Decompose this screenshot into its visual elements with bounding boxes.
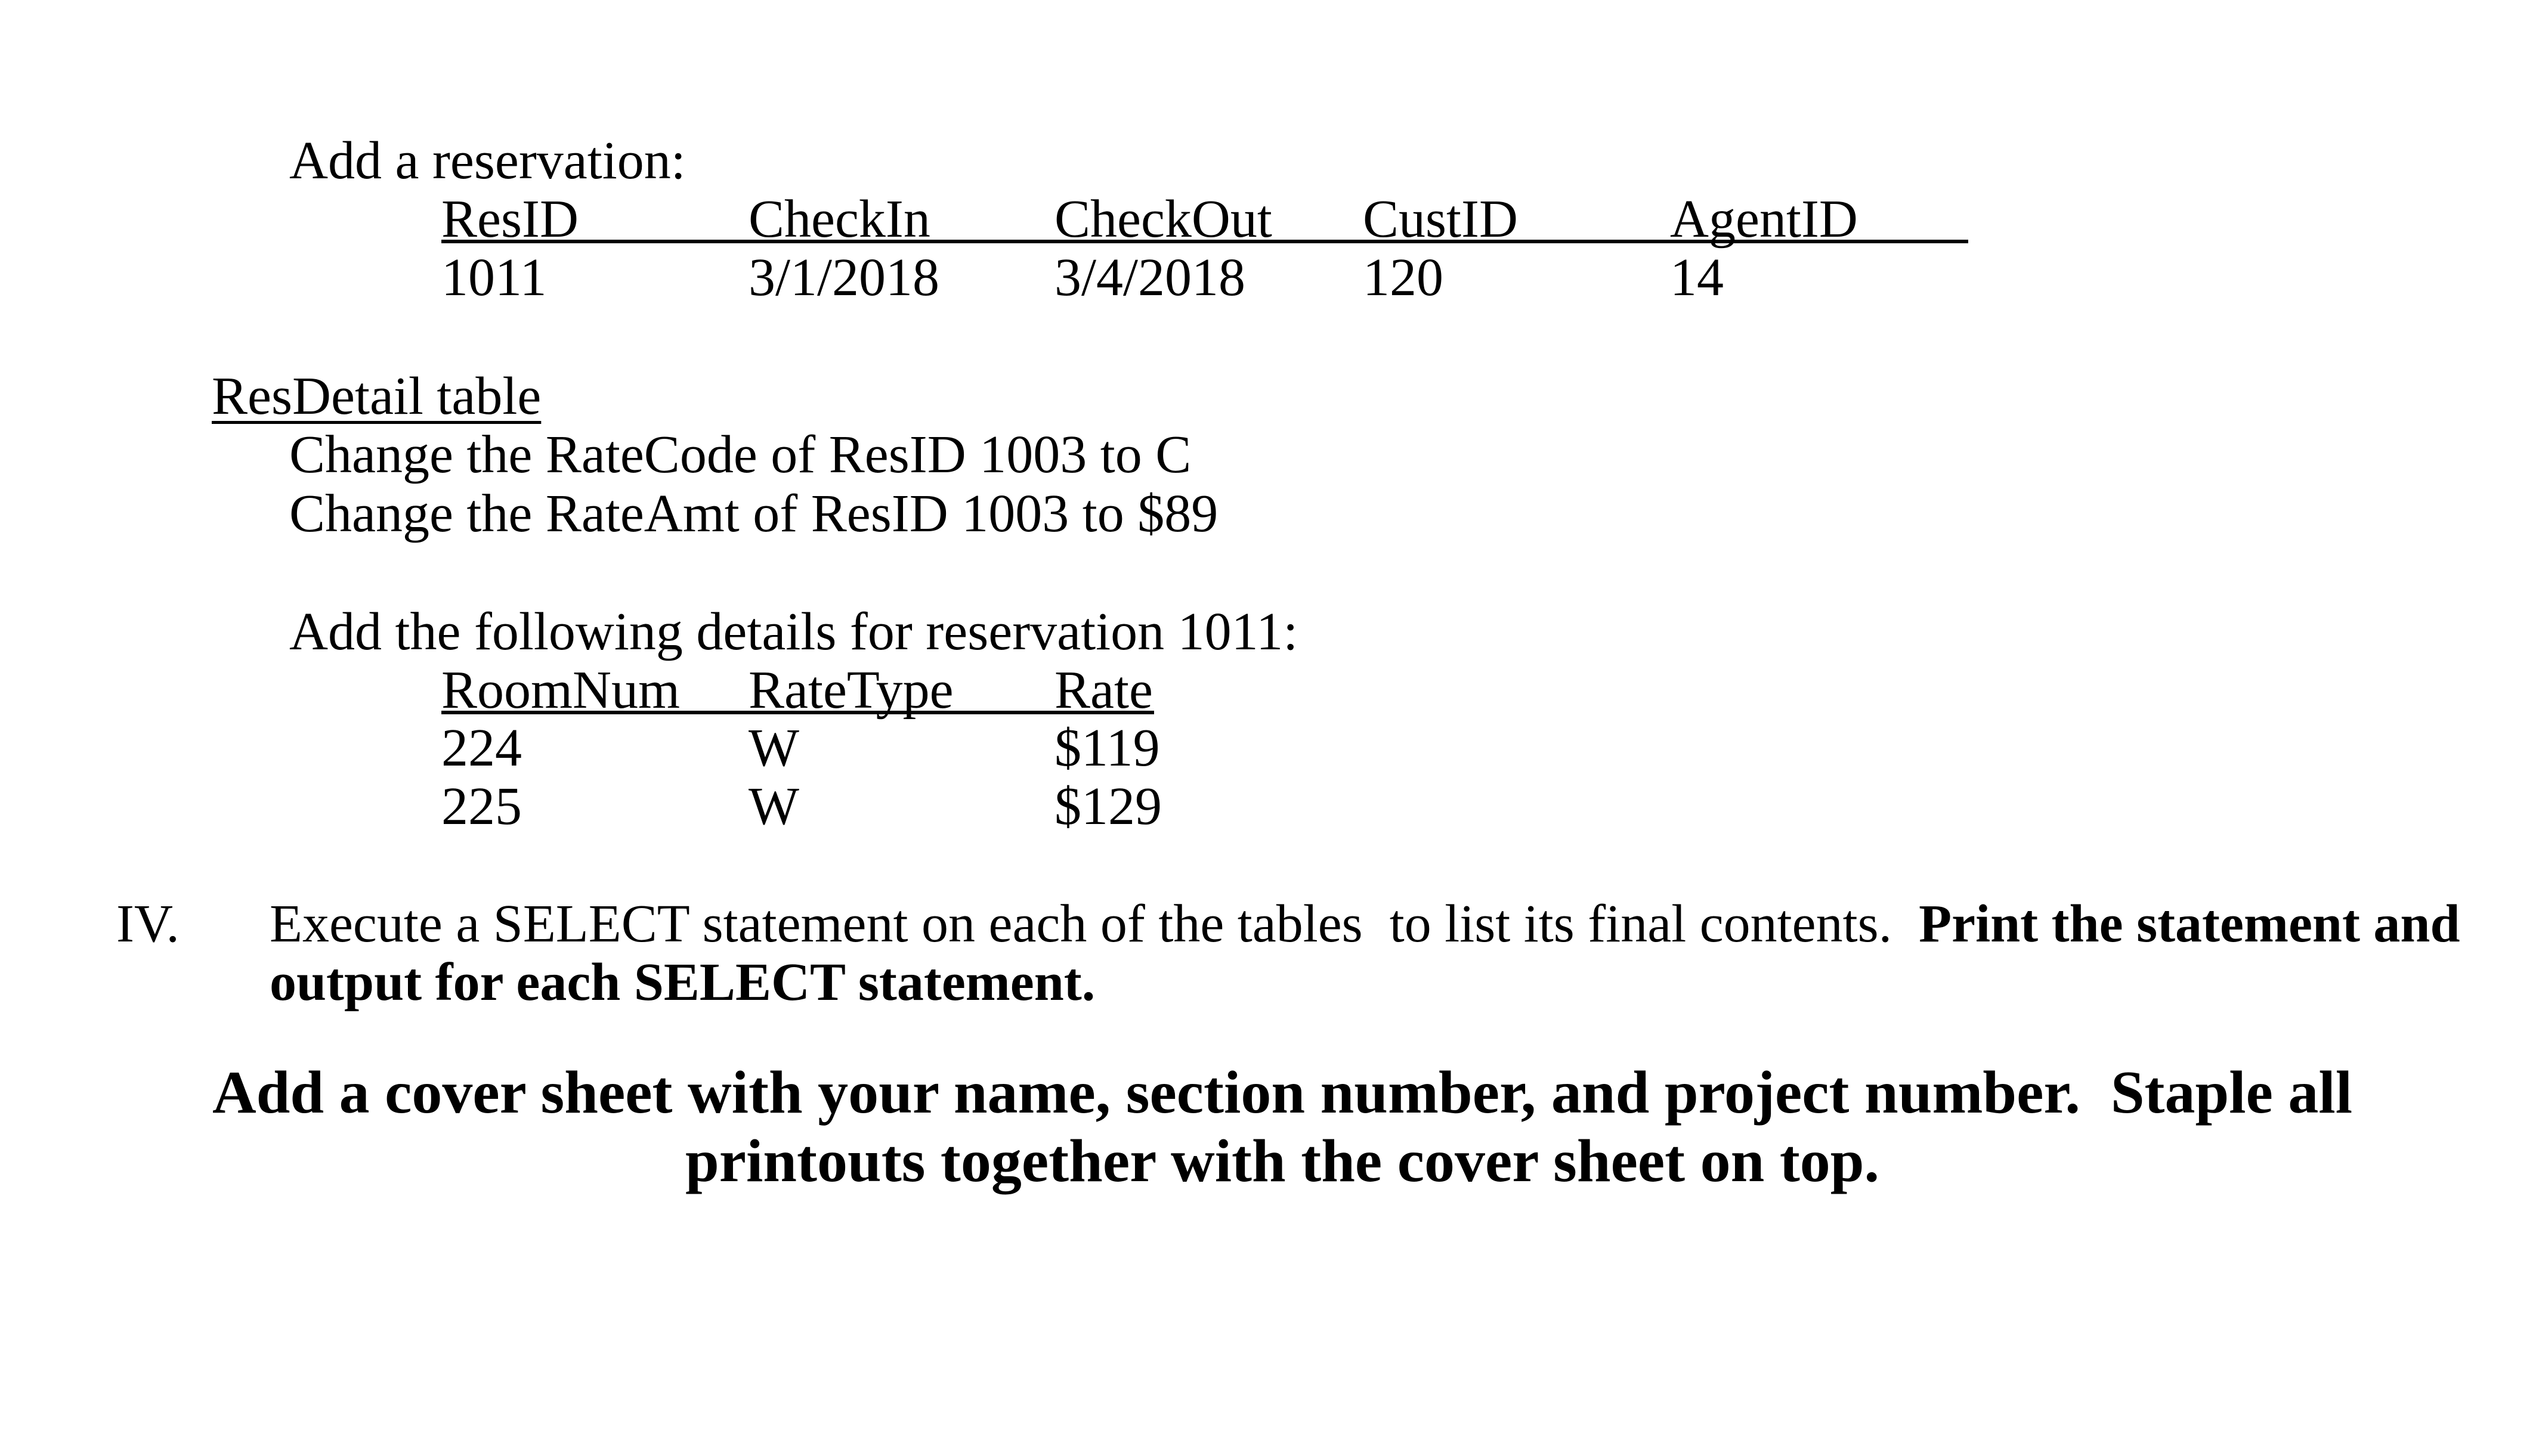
- resdetail-add-heading: Add the following details for reservation 1011:: [289, 602, 1298, 661]
- reservation-cell-resid: 1011: [441, 248, 547, 307]
- resdetail-row2-roomnum: 225: [441, 777, 522, 836]
- reservation-col-checkout: CheckOut: [1054, 190, 1272, 249]
- resdetail-change-rateamt: Change the RateAmt of ResID 1003 to $89: [289, 484, 1219, 543]
- reservation-col-checkin: CheckIn: [749, 190, 930, 249]
- reservation-col-resid: ResID: [441, 190, 579, 249]
- section-iv-text: Execute a SELECT statement on each of the tables to list its final contents.: [270, 894, 1892, 953]
- section-iv-line1: [270, 894, 2460, 954]
- resdetail-row1-ratetype: W: [749, 718, 799, 777]
- reservation-cell-checkin: 3/1/2018: [749, 248, 940, 307]
- resdetail-col-ratetype: RateType: [749, 661, 954, 720]
- section-iv-bold-line1: Print the statement and: [1919, 894, 2460, 953]
- resdetail-change-ratecode: Change the RateCode of ResID 1003 to C: [289, 425, 1192, 484]
- resdetail-row1-roomnum: 224: [441, 718, 522, 777]
- reservation-col-custid: CustID: [1363, 190, 1519, 249]
- resdetail-title: ResDetail table: [212, 367, 542, 426]
- section-iv-bold-line2: output for each SELECT statement.: [270, 953, 1096, 1012]
- section-iv-numeral: IV.: [116, 894, 180, 953]
- resdetail-col-roomnum: RoomNum: [441, 661, 681, 720]
- resdetail-col-rate: Rate: [1054, 661, 1153, 720]
- footer-instructions: [179, 1058, 2386, 1195]
- reservation-heading: Add a reservation:: [289, 131, 686, 190]
- footer-line2: printouts together with the cover sheet on top.: [685, 1127, 1880, 1195]
- reservation-cell-agentid: 14: [1670, 248, 1724, 307]
- resdetail-row1-rate: $119: [1054, 718, 1160, 777]
- footer-line1: Add a cover sheet with your name, section number, and project number. Staple all: [212, 1059, 2353, 1126]
- reservation-col-agentid: AgentID: [1670, 190, 1858, 249]
- resdetail-row2-ratetype: W: [749, 777, 799, 836]
- reservation-cell-custid: 120: [1363, 248, 1443, 307]
- resdetail-row2-rate: $129: [1054, 777, 1162, 836]
- reservation-cell-checkout: 3/4/2018: [1054, 248, 1246, 307]
